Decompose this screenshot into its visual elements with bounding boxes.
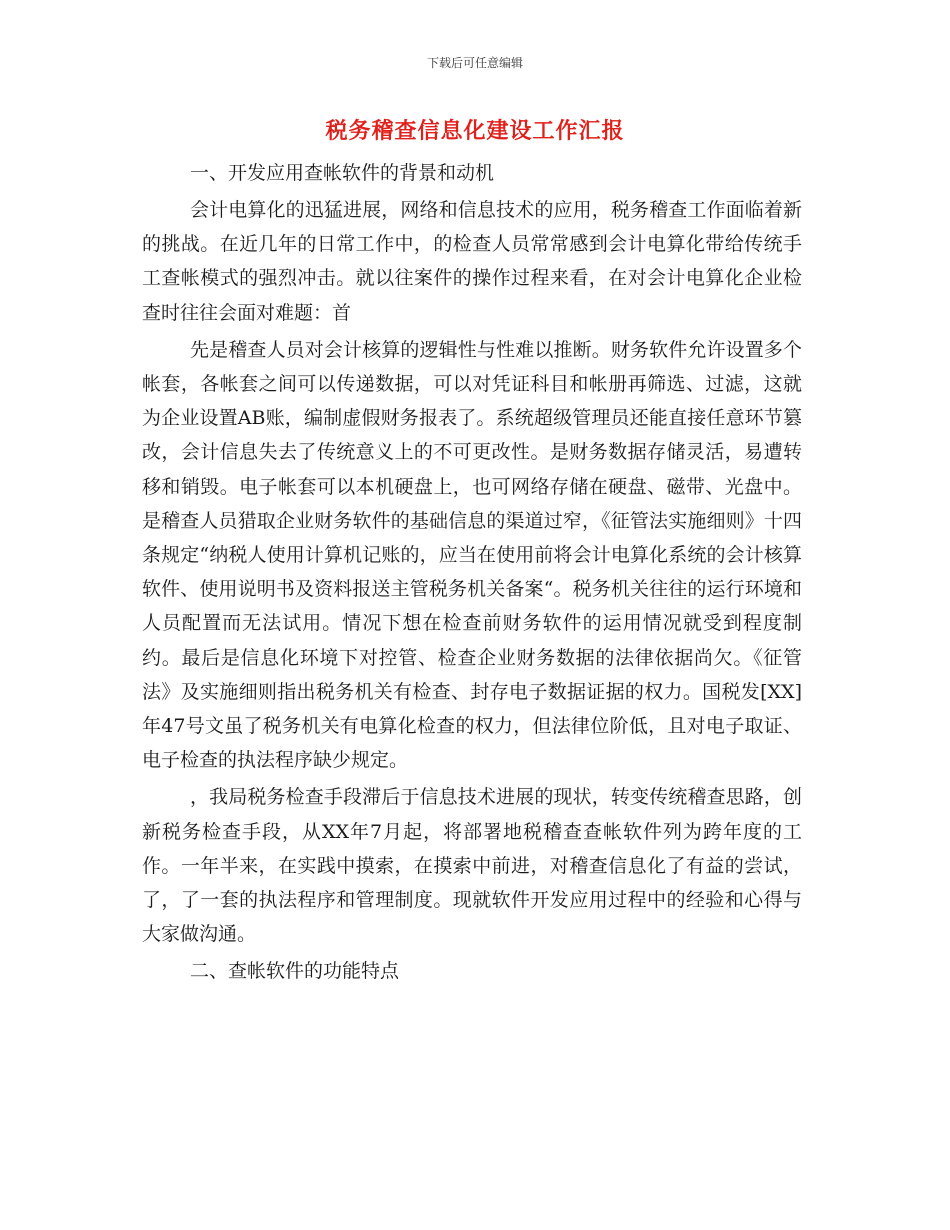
section-heading-2: 二、查帐软件的功能特点 [190, 960, 400, 983]
paragraph: ，我局税务检查手段滞后于信息技术进展的现状，转变传统稽查思路，创新税务检查手段，从XX年7月起，将部署地税稽查查帐软件列为跨年度的工作。一年半来，在实践中摸索，在摸索中前进，对稽查信息化了有益的尝试，了，了一套的执法程序和管理制度。现就软件开发应用过程中的经验和心得与大家做沟通。 [142, 786, 802, 946]
document-body [142, 156, 802, 991]
section-heading-1: 一、开发应用查帐软件的背景和动机 [190, 162, 495, 184]
paragraph: 先是稽查人员对会计核算的逻辑性与性难以推断。财务软件允许设置多个帐套，各帐套之间可以传递数据，可以对凭证科目和帐册再筛选、过滤，这就为企业设置AB账，编制虚假财务报表了。系统超级管理员还能直接任意环节篡改，会计信息失去了传统意义上的不可更改性。是财务数据存储灵活，易遭转移和销毁。电子帐套可以本机硬盘上，也可网络存储在硬盘、磁带、光盘中。是稽查人员猎取企业财务软件的基础信息的渠道过窄，《征管法实施细则》十四条规定“纳税人使用计算机记账的，应当在使用前将会计电算化系统的会计核算软件、使用说明书及资料报送主管税务机关备案“。税务机关往往的运行环境和人员配置而无法试用。情况下想在检查前财务软件的运用情况就受到程度制约。最后是信息化环境下对控管、检查企业财务数据的法律依据尚欠。《征管法》及实施细则指出税务机关有检查、封存电子数据证据的权力。国税发[XX]年47号文虽了税务机关有电算化检查的权力，但法律位阶低，且对电子取证、电子检查的执法程序缺少规定。 [142, 338, 802, 772]
paragraph: 会计电算化的迅猛进展，网络和信息技术的应用，税务稽查工作面临着新的挑战。在近几年的日常工作中，的检查人员常常感到会计电算化带给传统手工查帐模式的强烈冲击。就以往案件的操作过程来看，在对会计电算化企业检查时往往会面对难题：首 [142, 199, 802, 324]
page-header-note: 下载后可任意编辑 [426, 56, 523, 70]
document-title: 税务稽查信息化建设工作汇报 [325, 118, 625, 144]
